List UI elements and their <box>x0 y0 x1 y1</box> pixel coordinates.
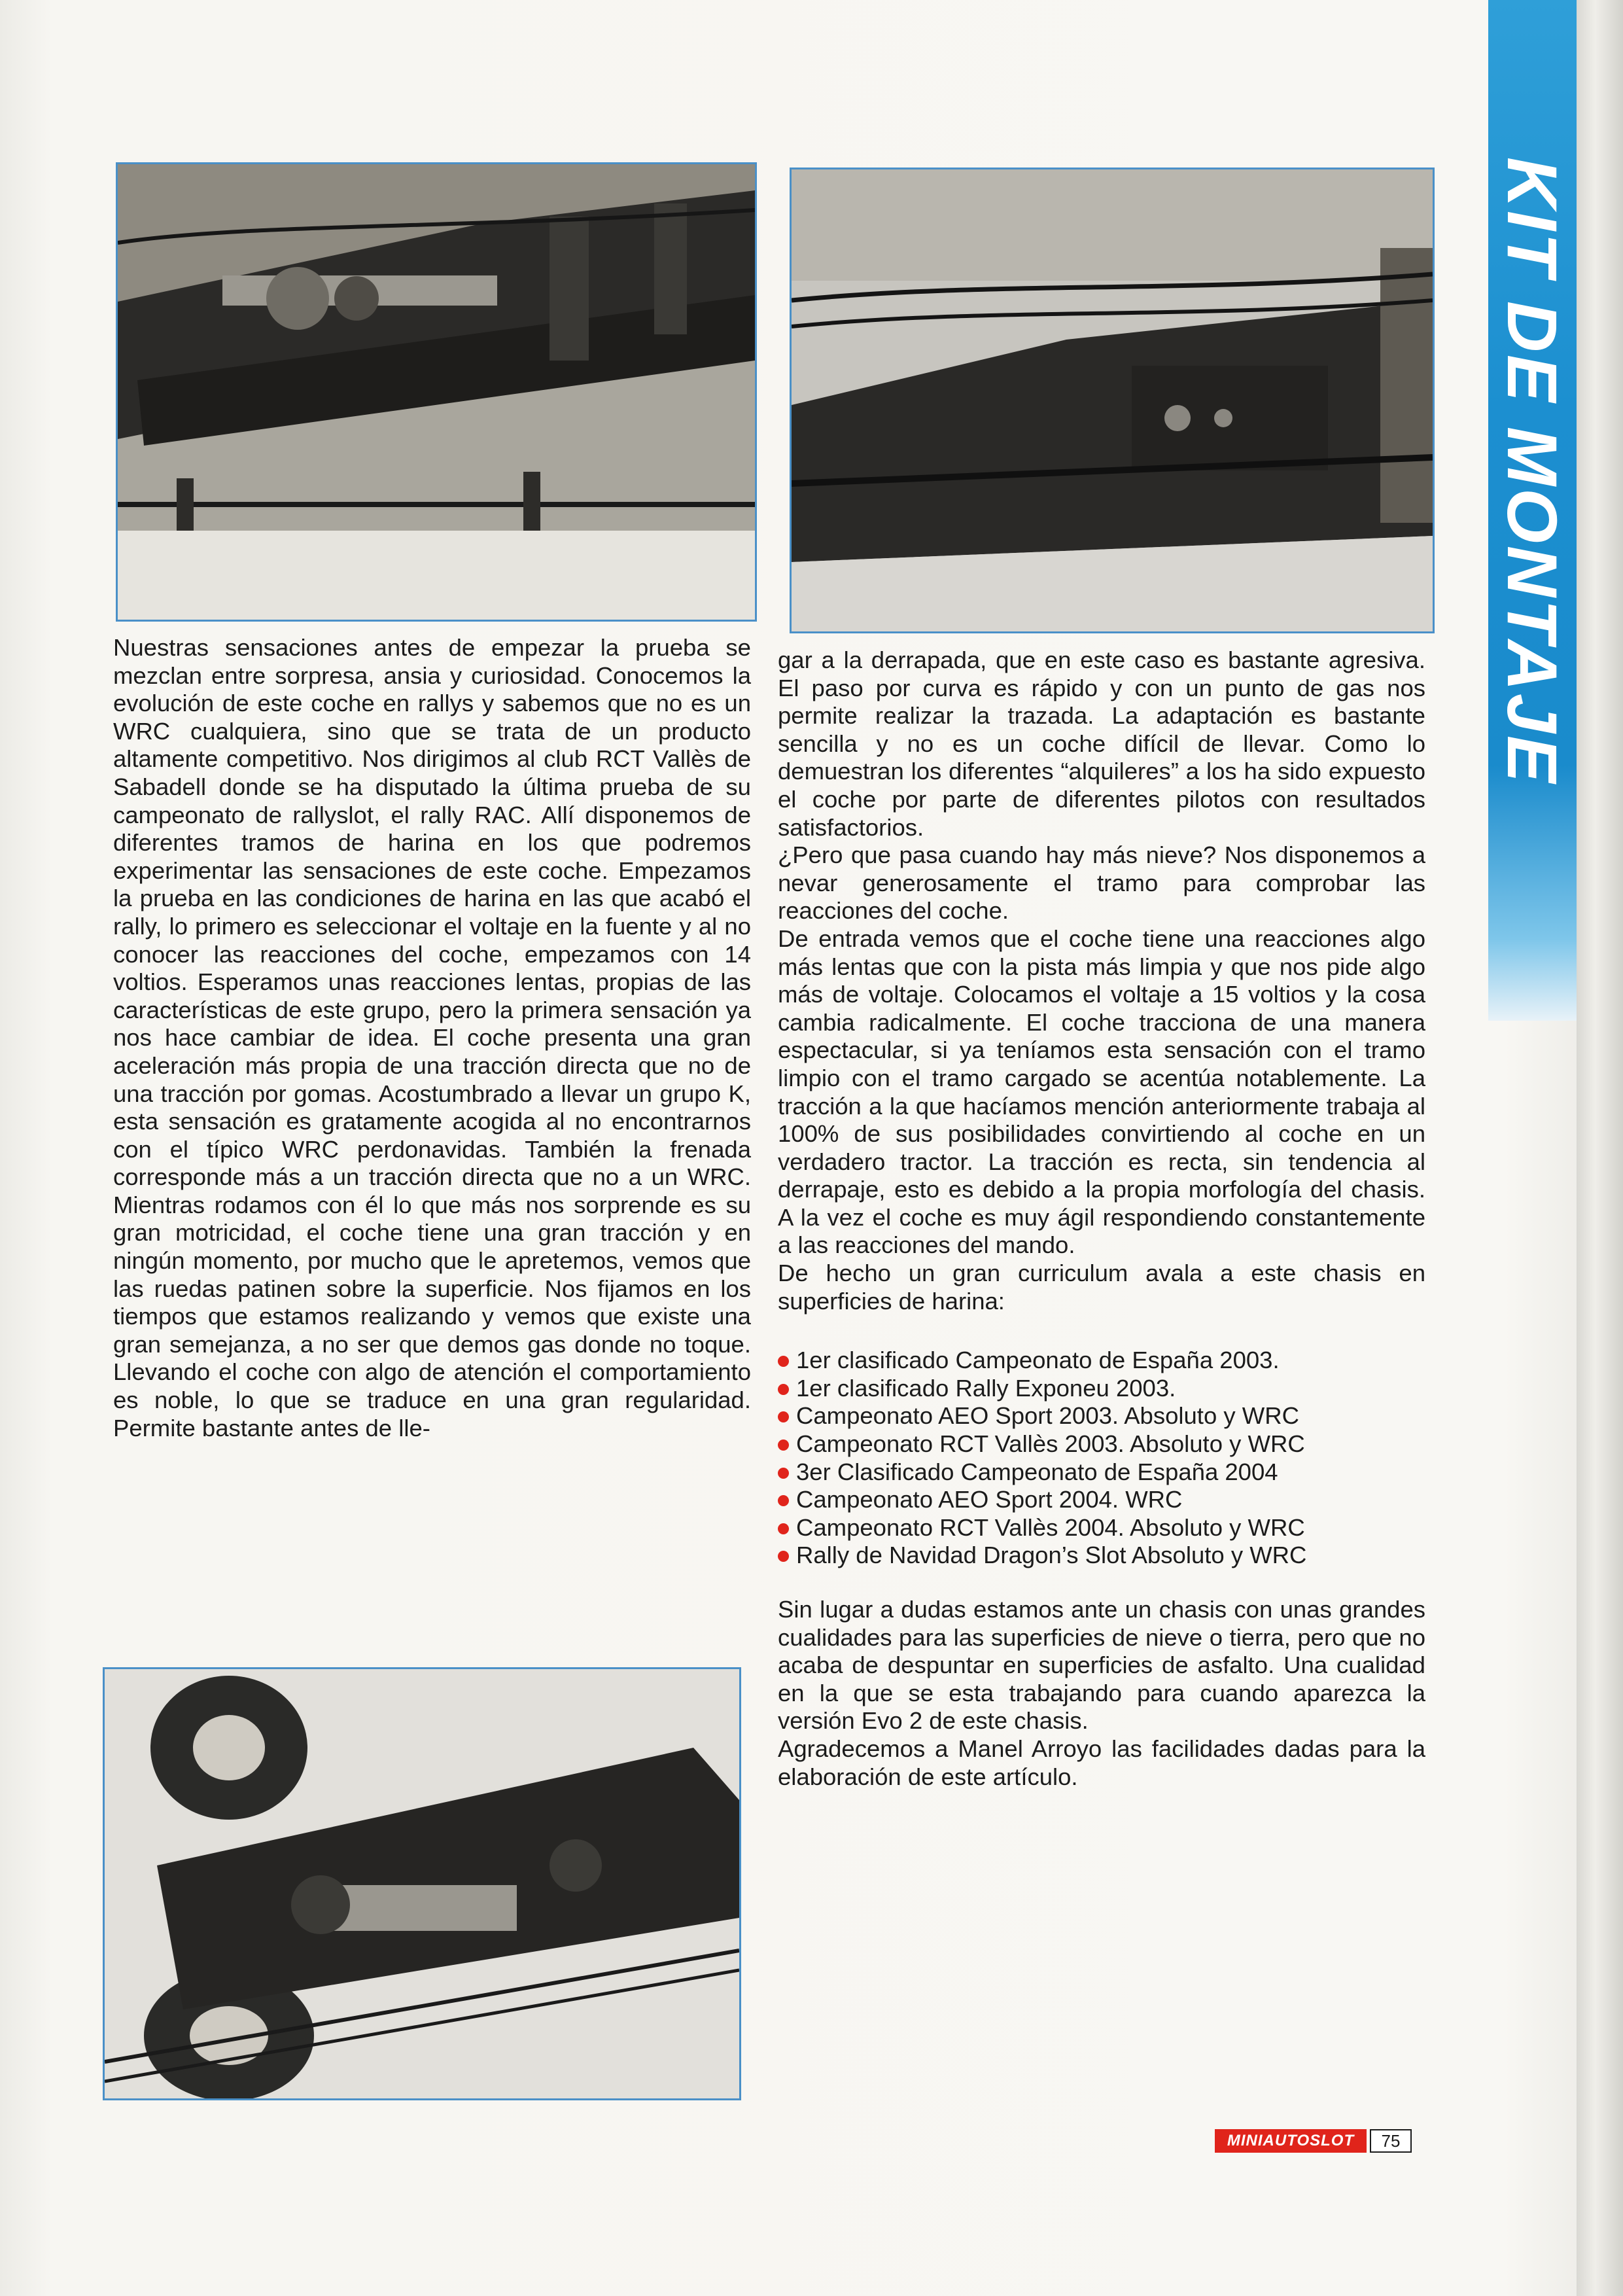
list-item: Campeonato RCT Vallès 2003. Absoluto y WRC <box>778 1430 1425 1458</box>
list-item: Rally de Navidad Dragon’s Slot Absoluto y WRC <box>778 1542 1425 1570</box>
chassis-axle-image <box>118 164 755 620</box>
article-right-column <box>778 646 1425 1791</box>
results-list <box>778 1347 1425 1570</box>
list-item: 1er clasificado Rally Exponeu 2003. <box>778 1375 1425 1403</box>
article-paragraph: ¿Pero que pasa cuando hay más nieve? Nos disponemos a nevar generosamente el tramo para comprobar las reacciones del coche. <box>778 841 1425 925</box>
article-paragraph: Agradecemos a Manel Arroyo las facilidades dadas para la elaboración de este artículo. <box>778 1735 1425 1790</box>
list-item: Campeonato AEO Sport 2003. Absoluto y WRC <box>778 1402 1425 1430</box>
article-left-column <box>113 634 751 1655</box>
article-paragraph: gar a la derrapada, que en este caso es bastante agresiva. El paso por curva es rápido y con un punto de gas nos permite realizar la trazada. La adaptación es bastante sencilla y no es un coche difícil de llevar. Como lo demuestran los diferentes “alquileres” a los ha sido expuesto el coche por parte de diferentes pilotos con resultados satisfactorios. <box>778 646 1425 841</box>
page-number: 75 <box>1370 2129 1412 2153</box>
list-item: 3er Clasificado Campeonato de España 2004 <box>778 1458 1425 1487</box>
article-paragraph: Nuestras sensaciones antes de empezar la prueba se mezclan entre sorpresa, ansia y curiosidad. Conocemos la evolución de este coche en rallys y sabemos que no es un WRC cualquiera, sino que se trata de un producto altamente competitivo. Nos dirigimos al club RCT Vallès de Sabadell donde se ha disputado la última prueba de su campeonato de rallyslot, el rally RAC. Allí disponemos de diferentes tramos de harina en los que podremos experimentar las sensaciones de este coche. Empezamos la prueba en las condiciones de harina en las que acabó el rally, lo primero es seleccionar el voltaje en la fuente y al no conocer las reacciones del coche, empezamos con 14 voltios. Esperamos unas reacciones lentas, propias de las características de este grupo, pero la primera sensación ya nos hace cambiar de idea. El coche presenta una gran aceleración más propia de una tracción directa que no de una tracción por gomas. Acostumbrado a llevar un grupo K, esta sensación es gratamente acogida al no encontrarnos con el típico WRC perdonavidas. También la frenada corresponde más a un tracción directa que no a un WRC. Mientras rodamos con él lo que más nos sorprende es su gran motricidad, el coche tiene una gran tracción y en ningún momento, por mucho que le apretemos, vemos que las ruedas patinen sobre la superficie. Nos fijamos en los tiempos que estamos realizando y vemos que existe una gran semejanza, a no ser que demos gas donde no toque. Llevando el coche con algo de atención el comportamiento es noble, lo que se traduce en una gran regularidad. Permite bastante antes de lle- <box>113 634 751 1441</box>
photo-chassis-carbon-plate <box>790 168 1435 633</box>
article-paragraph: De entrada vemos que el coche tiene una reacciones algo más lentas que con la pista más limpia y que nos pide algo más de voltaje. Colocamos el voltaje a 15 voltios y la cosa cambia radicalmente. El coche tracciona de una manera espectacular, si ya teníamos esta sensación con el tramo limpio con el tramo cargado se acentúa notablemente. La tracción a la que hacíamos mención anteriormente trabaja al 100% de sus posibilidades convirtiendo al coche en un verdadero tractor. La tracción es recta, sin tendencia al derrapaje, esto es debido a la propia morfología del chasis. A la vez el coche es muy ágil respondiendo constantemente a las reacciones del mando. <box>778 925 1425 1259</box>
article-paragraph: Sin lugar a dudas estamos ante un chasis con unas grandes cualidades para las superficies de nieve o tierra, pero que no acaba de despuntar en superficies de asfalto. Una cualidad en la que se esta trabajando para cuando aparezca la versión Evo 2 de este chasis. <box>778 1596 1425 1735</box>
chassis-wheels-image <box>105 1669 739 2098</box>
list-item: 1er clasificado Campeonato de España 2003. <box>778 1347 1425 1375</box>
photo-chassis-axle <box>116 162 757 622</box>
section-title: KIT DE MONTAJE <box>1493 157 1572 786</box>
magazine-logo: MINIAUTOSLOT <box>1215 2129 1367 2153</box>
list-item: Campeonato AEO Sport 2004. WRC <box>778 1486 1425 1514</box>
list-item: Campeonato RCT Vallès 2004. Absoluto y WRC <box>778 1514 1425 1542</box>
chassis-carbon-image <box>792 169 1433 631</box>
page-edge <box>1577 0 1623 2296</box>
photo-chassis-wheels <box>103 1667 741 2100</box>
article-paragraph: De hecho un gran curriculum avala a este chasis en superficies de harina: <box>778 1260 1425 1315</box>
